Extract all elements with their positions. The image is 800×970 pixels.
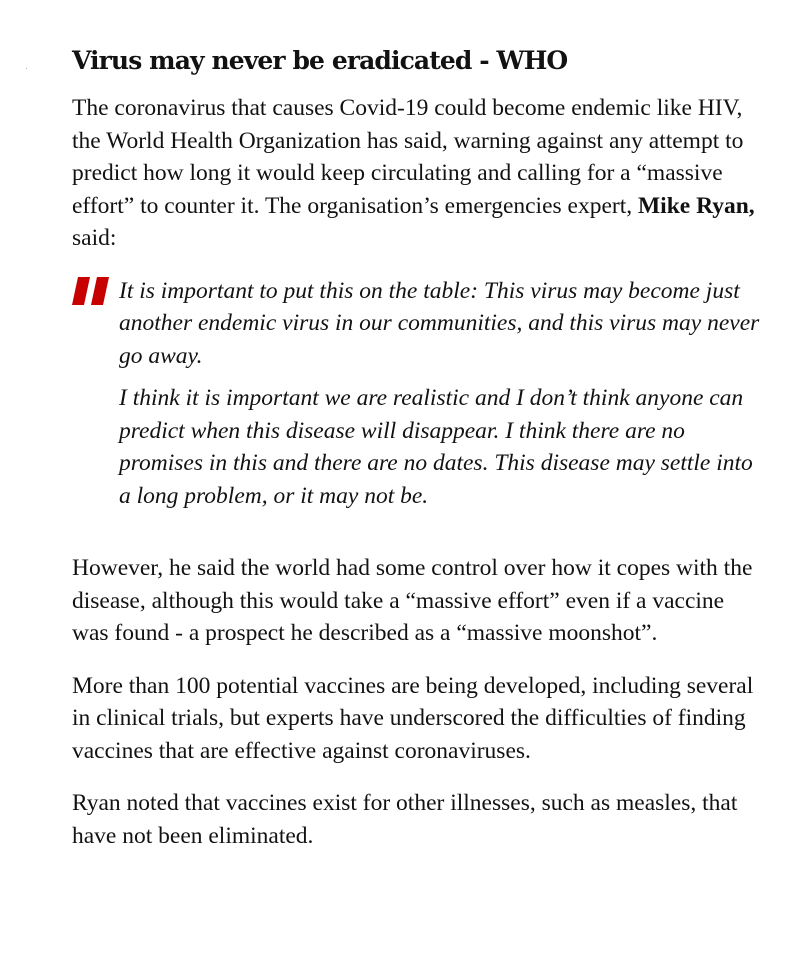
pull-quote: [72, 275, 762, 513]
speaker-name: Mike Ryan,: [638, 192, 755, 219]
headline: Virus may never be eradicated - WHO: [72, 46, 568, 75]
article-block: [72, 44, 762, 872]
intro-text-end: said:: [72, 225, 117, 251]
stray-dot: [26, 68, 27, 69]
intro-text: The coronavirus that causes Covid-19 could become endemic like HIV, the World Health Organization has said, warning against any attempt to predict how long it would keep circulating and calling for a “massive effort” to counter it. The organisation’s emergencies expert,: [72, 95, 744, 219]
quote-paragraph: I think it is important we are realistic and I don’t think anyone can predict when this disease will disappear. I think there are no promises in this and there are no dates. This disease may settle into a long problem, or it may not be.: [119, 385, 753, 509]
intro-paragraph: [72, 92, 762, 255]
body-paragraph: Ryan noted that vaccines exist for other illnesses, such as measles, that have not been eliminated.: [72, 790, 738, 849]
body-paragraph: However, he said the world had some control over how it copes with the disease, although this would take a “massive effort” even if a vaccine was found - a prospect he described as a “massive moonshot”.: [72, 555, 753, 646]
quote-paragraph: It is important to put this on the table: This virus may become just another endemic virus in our communities, and this virus may never go away.: [119, 277, 760, 369]
quote-mark-icon: [72, 277, 112, 305]
body-paragraph: More than 100 potential vaccines are being developed, including several in clinical trials, but experts have underscored the difficulties of finding vaccines that are effective against coronaviruses.: [72, 672, 754, 764]
